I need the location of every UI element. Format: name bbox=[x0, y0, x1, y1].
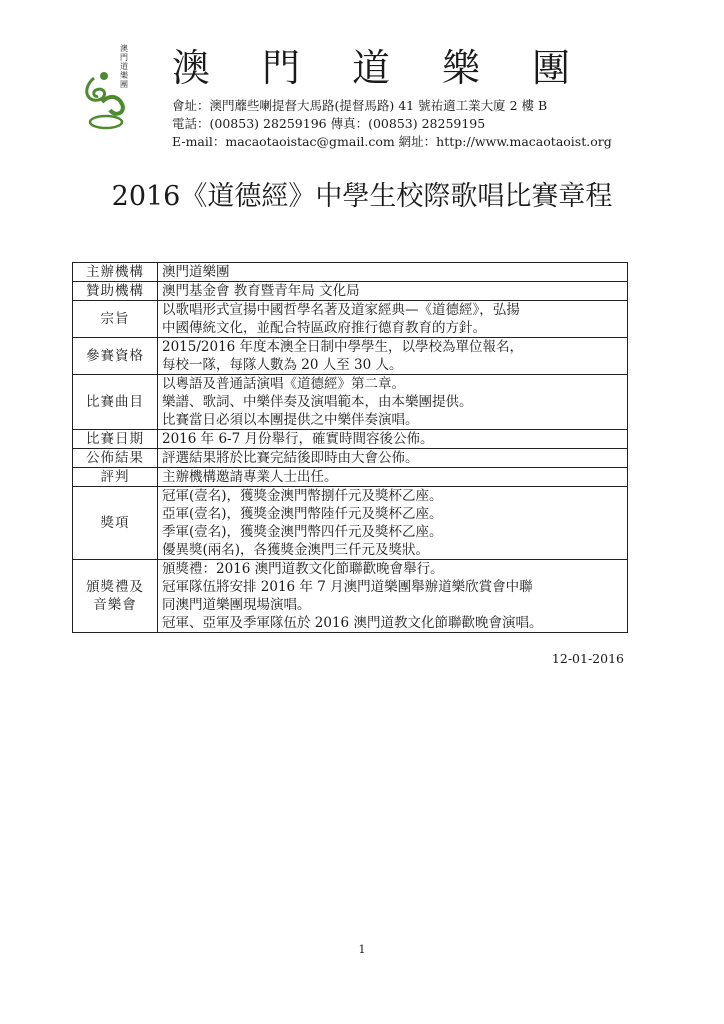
row-content bbox=[158, 449, 628, 468]
row-content bbox=[158, 560, 628, 633]
document-date: 12-01-2016 bbox=[551, 651, 624, 666]
org-name-char: 門 bbox=[261, 46, 302, 90]
organization-name bbox=[172, 44, 572, 92]
content-line: 比賽當日必須以本團提供之中樂伴奏演唱。 bbox=[162, 412, 419, 428]
table-row bbox=[73, 449, 628, 468]
content-line: 樂譜、歌詞、中樂伴奏及演唱範本，由本樂團提供。 bbox=[162, 394, 473, 410]
row-label: 公佈結果 bbox=[73, 449, 158, 468]
taoist-logo-icon bbox=[80, 38, 150, 134]
row-label: 評判 bbox=[73, 468, 158, 487]
content-line: 優異獎(兩名)，各獲獎金澳門三仟元及獎狀。 bbox=[162, 542, 430, 558]
content-line: 同澳門道樂團現場演唱。 bbox=[162, 597, 311, 613]
table-row bbox=[73, 487, 628, 560]
org-name-char: 澳 bbox=[172, 46, 213, 90]
content-line: 以粵語及普通話演唱《道德經》第二章。 bbox=[162, 376, 405, 392]
content-line: 頒獎禮：2016 澳門道教文化節聯歡晚會舉行。 bbox=[162, 561, 444, 577]
row-content bbox=[158, 282, 628, 301]
row-content bbox=[158, 338, 628, 375]
table-row bbox=[73, 430, 628, 449]
content-line: 亞軍(壹名)，獲獎金澳門幣陸仟元及獎杯乙座。 bbox=[162, 506, 443, 522]
document-title: 2016《道德經》中學生校際歌唱比賽章程 bbox=[111, 181, 613, 212]
table-row bbox=[73, 263, 628, 282]
content-line: 每校一隊，每隊人數為 20 人至 30 人。 bbox=[162, 357, 403, 373]
regulations-table bbox=[72, 262, 628, 633]
content-line: 評選結果將於比賽完結後即時由大會公佈。 bbox=[162, 450, 419, 466]
content-line: 2016 年 6-7 月份舉行，確實時間容後公佈。 bbox=[162, 431, 434, 447]
row-label: 贊助機構 bbox=[73, 282, 158, 301]
row-content bbox=[158, 430, 628, 449]
org-name-char: 樂 bbox=[441, 46, 482, 90]
row-label: 獎項 bbox=[73, 487, 158, 560]
content-line: 澳門基金會 教育暨青年局 文化局 bbox=[162, 283, 360, 299]
address-line: 會址：澳門蘼些喇提督大馬路(提督馬路) 41 號祐適工業大廈 2 樓 B bbox=[172, 98, 548, 113]
table-row bbox=[73, 301, 628, 338]
logo-vertical-text: 澳門道樂團 bbox=[120, 44, 128, 89]
table-row bbox=[73, 468, 628, 487]
organization-logo bbox=[80, 38, 150, 134]
table-row bbox=[73, 282, 628, 301]
content-line: 2015/2016 年度本澳全日制中學學生，以學校為單位報名， bbox=[162, 339, 524, 355]
row-label: 比賽曲目 bbox=[73, 375, 158, 430]
row-label: 宗旨 bbox=[73, 301, 158, 338]
content-line: 澳門道樂團 bbox=[162, 264, 230, 280]
row-label: 主辦機構 bbox=[73, 263, 158, 282]
row-content bbox=[158, 263, 628, 282]
row-content bbox=[158, 487, 628, 560]
email-web-line: E-mail：macaotaoistac@gmail.com 網址：http://www.macaotaoist.org bbox=[172, 134, 612, 149]
org-name-char: 道 bbox=[351, 46, 392, 90]
content-line: 冠軍、亞軍及季軍隊伍於 2016 澳門道教文化節聯歡晚會演唱。 bbox=[162, 615, 543, 631]
row-label: 參賽資格 bbox=[73, 338, 158, 375]
page-number: 1 bbox=[358, 943, 366, 956]
row-content bbox=[158, 375, 628, 430]
content-line: 主辦機構邀請專業人士出任。 bbox=[162, 469, 338, 485]
content-line: 季軍(壹名)，獲獎金澳門幣四仟元及獎杯乙座。 bbox=[162, 524, 443, 540]
table-row bbox=[73, 560, 628, 633]
row-label: 頒獎禮及 音樂會 bbox=[73, 560, 158, 633]
table-row bbox=[73, 375, 628, 430]
row-label: 比賽日期 bbox=[73, 430, 158, 449]
row-content bbox=[158, 301, 628, 338]
content-line: 冠軍(壹名)，獲獎金澳門幣捌仟元及獎杯乙座。 bbox=[162, 488, 443, 504]
phone-fax-line: 電話：(00853) 28259196 傳真：(00853) 28259195 bbox=[172, 116, 486, 131]
org-name-char: 團 bbox=[531, 46, 572, 90]
row-content bbox=[158, 468, 628, 487]
table-row bbox=[73, 338, 628, 375]
content-line: 中國傳統文化，並配合特區政府推行德育教育的方針。 bbox=[162, 320, 486, 336]
content-line: 以歌唱形式宣揚中國哲學名著及道家經典—《道德經》，弘揚 bbox=[162, 302, 520, 318]
content-line: 冠軍隊伍將安排 2016 年 7 月澳門道樂團舉辦道樂欣賞會中聯 bbox=[162, 579, 533, 595]
contact-block bbox=[172, 97, 612, 151]
